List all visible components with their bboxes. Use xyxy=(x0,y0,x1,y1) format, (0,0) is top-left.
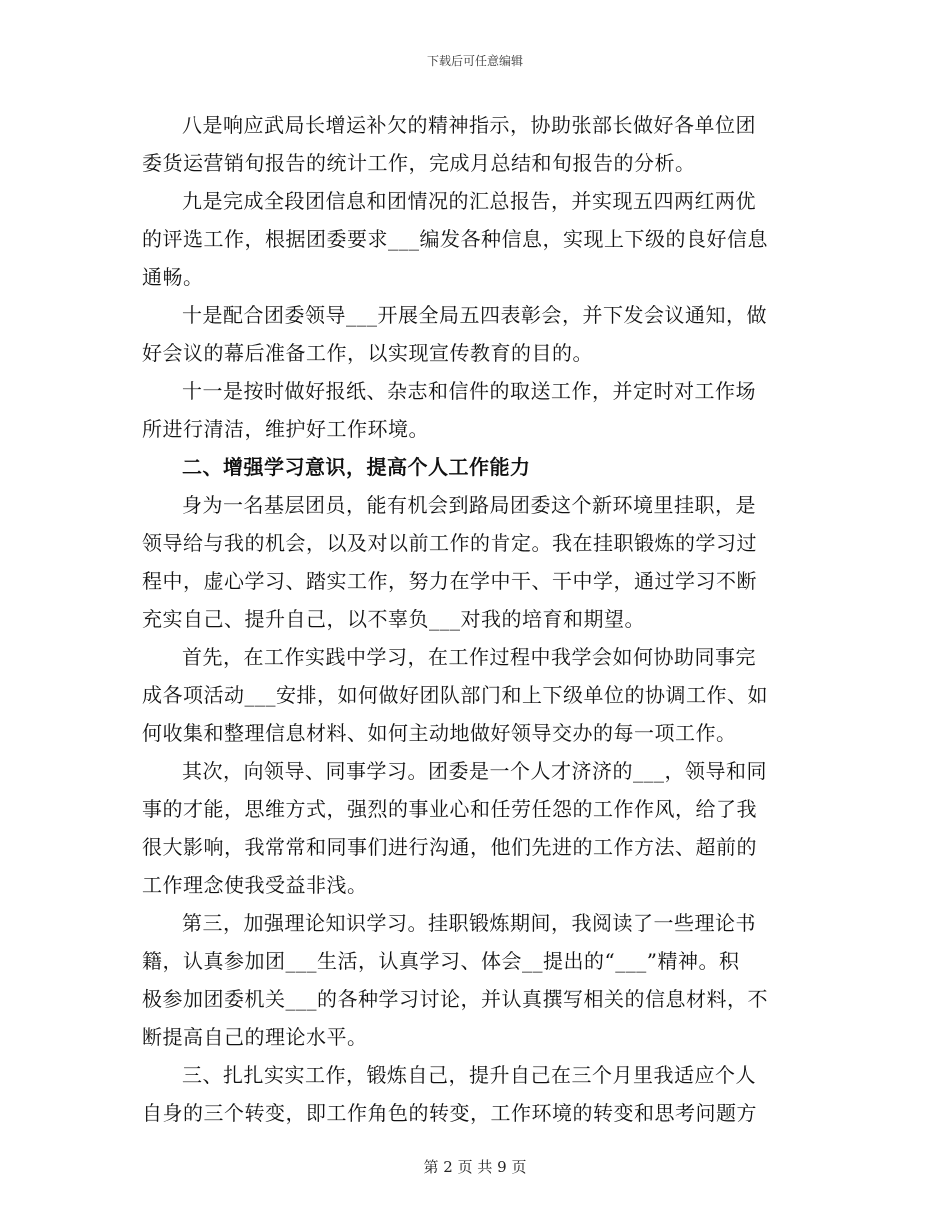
text-line: 充实自己、提升自己，以不辜负___对我的培育和期望。 xyxy=(142,607,645,631)
text-line: 极参加团委机关___的各种学习讨论，并认真撰写相关的信息材料，不 xyxy=(142,987,768,1011)
text-line: 通畅。 xyxy=(142,265,204,289)
text-line: 领导给与我的机会，以及对以前工作的肯定。我在挂职锻炼的学习过 xyxy=(142,531,757,555)
text-line: 其次，向领导、同事学习。团委是一个人才济济的___，领导和同 xyxy=(182,759,767,783)
paragraph xyxy=(142,752,810,904)
text-line: 籍，认真参加团___生活，认真学习、体会__提出的“___”精神。积 xyxy=(142,949,740,973)
page-header: 下载后可任意编辑 xyxy=(426,54,523,68)
text-line: 所进行清洁，维护好工作环境。 xyxy=(142,417,429,441)
text-line: 程中，虚心学习、踏实工作，努力在学中干、干中学，通过学习不断 xyxy=(142,569,757,593)
text-line: 委货运营销旬报告的统计工作，完成月总结和旬报告的分析。 xyxy=(142,151,696,175)
text-line: 八是响应武局长增运补欠的精神指示，协助张部长做好各单位团 xyxy=(182,113,756,137)
text-line: 首先，在工作实践中学习，在工作过程中我学会如何协助同事完 xyxy=(182,645,756,669)
text-line: 自身的三个转变，即工作角色的转变，工作环境的转变和思考问题方 xyxy=(142,1101,757,1125)
text-line: 事的才能，思维方式，强烈的事业心和任劳任怨的工作作风，给了我 xyxy=(142,797,757,821)
section-heading: 二、增强学习意识，提高个人工作能力 xyxy=(182,455,531,479)
text-line: 身为一名基层团员，能有机会到路局团委这个新环境里挂职，是 xyxy=(182,493,756,517)
paragraph xyxy=(142,486,810,638)
paragraph xyxy=(142,904,810,1056)
text-line: 十是配合团委领导___开展全局五四表彰会，并下发会议通知，做 xyxy=(182,303,767,327)
paragraph xyxy=(142,182,810,296)
text-line: 断提高自己的理论水平。 xyxy=(142,1025,368,1049)
paragraph-group-1 xyxy=(142,106,810,448)
paragraph xyxy=(142,638,810,752)
text-line: 何收集和整理信息材料、如何主动地做好领导交办的每一项工作。 xyxy=(142,721,737,745)
text-line: 很大影响，我常常和同事们进行沟通，他们先进的工作方法、超前的 xyxy=(142,835,757,859)
text-line: 成各项活动___安排，如何做好团队部门和上下级单位的协调工作、如 xyxy=(142,683,768,707)
text-line: 第三，加强理论知识学习。挂职锻炼期间，我阅读了一些理论书 xyxy=(182,911,756,935)
paragraph xyxy=(142,372,810,448)
text-line: 好会议的幕后准备工作，以实现宣传教育的目的。 xyxy=(142,341,593,365)
document-body xyxy=(142,106,810,1132)
paragraph-group-2 xyxy=(142,486,810,1132)
text-line: 三、扎扎实实工作，锻炼自己，提升自己在三个月里我适应个人 xyxy=(182,1063,756,1087)
paragraph xyxy=(142,106,810,182)
text-line: 十一是按时做好报纸、杂志和信件的取送工作，并定时对工作场 xyxy=(182,379,756,403)
paragraph xyxy=(142,296,810,372)
paragraph xyxy=(142,1056,810,1132)
page-footer: 第 2 页 共 9 页 xyxy=(423,1158,527,1176)
text-line: 的评选工作，根据团委要求___编发各种信息，实现上下级的良好信息 xyxy=(142,227,768,251)
text-line: 工作理念使我受益非浅。 xyxy=(142,873,368,897)
text-line: 九是完成全段团信息和团情况的汇总报告，并实现五四两红两优 xyxy=(182,189,756,213)
